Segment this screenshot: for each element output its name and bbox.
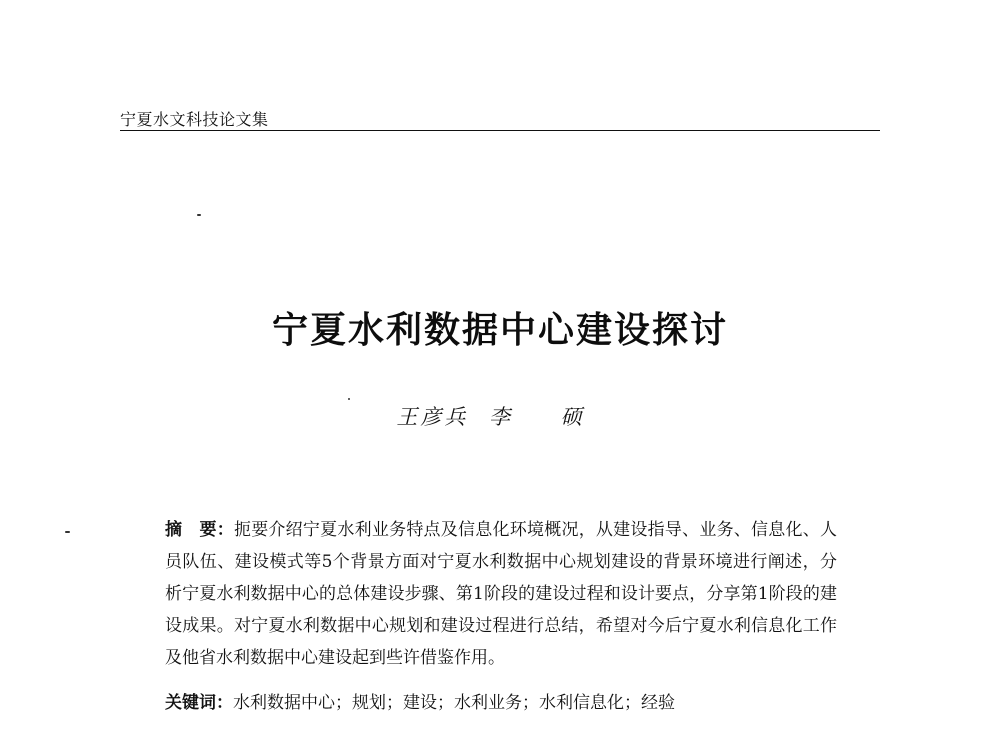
- abstract: [165, 514, 837, 674]
- author-list: [0, 401, 1000, 431]
- keywords: [165, 691, 837, 715]
- header-rule: [120, 130, 880, 131]
- scan-speck: [348, 398, 350, 400]
- abstract-label: 摘 要：: [165, 520, 234, 540]
- author-name: 王彦兵: [396, 405, 469, 429]
- abstract-text: 扼要介绍宁夏水利业务特点及信息化环境概况，从建设指导、业务、信息化、人员队伍、建设模式等5个背景方面对宁夏水利数据中心规划建设的背景环境进行阐述，分析宁夏水利数据中心的总体建设步骤、第1阶段的建设过程和设计要点，分享第1阶段的建设成果。对宁夏水利数据中心规划和建设过程进行总结，希望对今后宁夏水利信息化工作及他省水利数据中心建设起到些许借鉴作用。: [165, 520, 838, 668]
- scan-speck: [197, 214, 201, 216]
- keywords-label: 关键词：: [165, 693, 233, 713]
- keywords-text: 水利数据中心；规划；建设；水利业务；水利信息化；经验: [233, 693, 675, 713]
- scan-speck: [65, 531, 70, 533]
- running-header: 宁夏水文科技论文集: [120, 110, 269, 129]
- author-name: 李 硕: [489, 405, 604, 429]
- paper-title: 宁夏水利数据中心建设探讨: [271, 309, 728, 351]
